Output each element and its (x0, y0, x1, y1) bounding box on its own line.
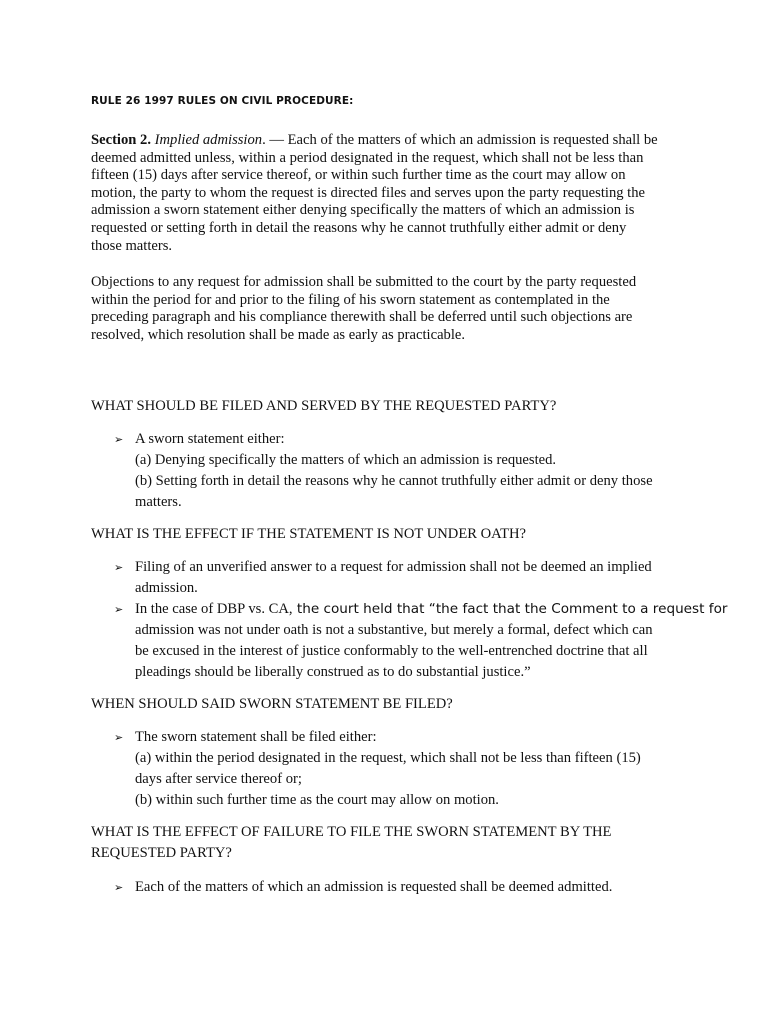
list-item (114, 727, 694, 748)
question-1: WHAT SHOULD BE FILED AND SERVED BY THE REQUESTED PARTY? (91, 398, 557, 414)
objections-line: resolved, which resolution shall be made as early as practicable. (91, 326, 466, 343)
question-2: WHAT IS THE EFFECT IF THE STATEMENT IS NOT UNDER OATH? (91, 526, 527, 542)
list-item (114, 877, 694, 898)
question-4-line-1: WHAT IS THE EFFECT OF FAILURE TO FILE THE SWORN STATEMENT BY THE (91, 824, 612, 840)
section-2-paragraph (91, 132, 681, 255)
q1-sub-item: matters. (135, 494, 182, 510)
q3-bullet-text: The sworn statement shall be filed either: (135, 729, 377, 745)
q3-sub-item: (b) within such further time as the court may allow on motion. (135, 792, 499, 808)
q3-sub-item: days after service thereof or; (135, 771, 302, 787)
q2-answer-list (114, 557, 728, 683)
q1-bullet-text: A sworn statement either: (135, 431, 285, 447)
q1-sub-item: (b) Setting forth in detail the reasons why he cannot truthfully either admit or deny those (135, 473, 653, 489)
q2-bullet2-cont: pleadings should be liberally construed as to do substantial justice.” (135, 664, 531, 680)
section-line: fifteen (15) days after service thereof, or within such further time as the court may allow on (91, 167, 626, 184)
q2-bullet2-cont: admission was not under oath is not a substantive, but merely a formal, defect which can (135, 622, 653, 638)
q3-answer-list (114, 727, 694, 811)
list-item (114, 429, 694, 450)
list-item (114, 599, 728, 620)
section-line: requested or setting forth in detail the reasons why he cannot truthfully either admit or deny (91, 219, 627, 236)
q1-sub-item: (a) Denying specifically the matters of which an admission is requested. (135, 452, 557, 468)
rule-heading: RULE 26 1997 RULES ON CIVIL PROCEDURE: (91, 95, 354, 107)
objections-line: preceding paragraph and his compliance therewith shall be deferred until such objections are (91, 309, 633, 326)
section-line: deemed admitted unless, within a period designated in the request, which shall not be less than (91, 149, 644, 166)
q2-bullet1-cont: admission. (135, 580, 198, 596)
section-line: motion, the party to whom the request is directed files and serves upon the party requesting the (91, 184, 646, 201)
section-line: admission a sworn statement either denying specifically the matters of which an admission is (91, 202, 635, 219)
list-item (114, 557, 694, 578)
objections-paragraph (91, 274, 681, 344)
arrow-bullet-icon: ➢ (114, 881, 124, 894)
q2-bullet2-quote-start: the court held that “the fact that the Comment to a request for (292, 601, 728, 617)
question-4-line-2: REQUESTED PARTY? (91, 845, 232, 861)
arrow-bullet-icon: ➢ (114, 433, 124, 446)
section-dash: . — (262, 132, 284, 148)
objections-line: within the period for and prior to the filing of his sworn statement as contemplated in the (91, 291, 610, 308)
arrow-bullet-icon: ➢ (114, 731, 124, 744)
q2-bullet2-cont: be excused in the interest of justice conformably to the well-entrenched doctrine that all (135, 643, 648, 659)
section-label: Section 2. (91, 132, 151, 148)
q2-bullet2-case: In the case of DBP vs. CA, (135, 601, 293, 617)
section-line-0: Each of the matters of which an admission is requested shall be (287, 132, 658, 148)
q2-bullet1-text: Filing of an unverified answer to a request for admission shall not be deemed an implied (135, 559, 652, 575)
objections-line: Objections to any request for admission shall be submitted to the court by the party requested (91, 274, 637, 290)
arrow-bullet-icon: ➢ (114, 561, 124, 574)
section-line: those matters. (91, 237, 173, 254)
section-2-first-line (91, 132, 681, 150)
arrow-bullet-icon: ➢ (114, 603, 124, 616)
section-italic-title: Implied admission (154, 132, 263, 148)
q4-bullet-text: Each of the matters of which an admission is requested shall be deemed admitted. (135, 879, 613, 895)
q3-sub-item: (a) within the period designated in the request, which shall not be less than fifteen (15) (135, 750, 641, 766)
q4-answer-list (114, 877, 694, 898)
q1-answer-list (114, 429, 694, 513)
question-3: WHEN SHOULD SAID SWORN STATEMENT BE FILED? (91, 696, 453, 712)
